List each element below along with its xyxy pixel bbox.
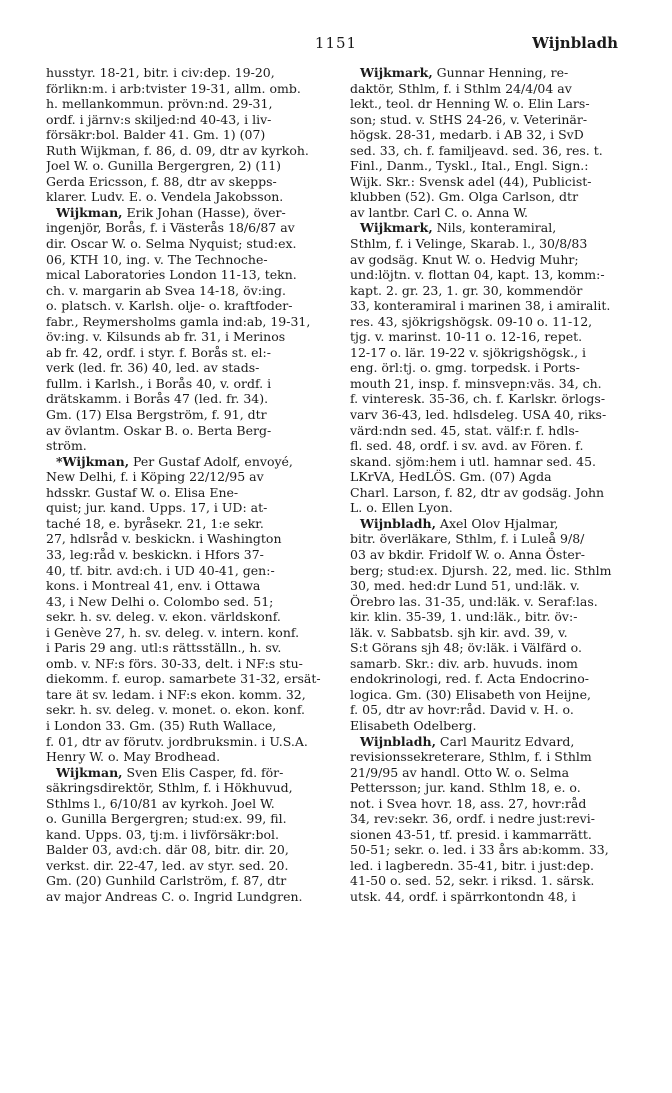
entry-text-line: LKrVA, HedLÖS. Gm. (07) Agda: [350, 469, 552, 485]
running-head: Wijnbladh: [532, 34, 618, 52]
entry-text-line: lekt., teol. dr Henning W. o. Elin Lars-: [350, 96, 590, 112]
entry-text-line: New Delhi, f. i Köping 22/12/95 av: [46, 469, 264, 485]
entry-text-line: Finl., Danm., Tyskl., Ital., Engl. Sign.:: [350, 158, 589, 174]
entry-text-line: försäkr:bol. Balder 41. Gm. 1) (07): [46, 127, 266, 143]
entry-heading-line: Wijkmark, Gunnar Henning, re-: [360, 65, 569, 80]
entry-text-line: 12-17 o. lär. 19-22 v. sjökrigshögsk., i: [350, 344, 587, 360]
entry-text-line: 50-51; sekr. o. led. i 33 års ab:komm. 33,: [350, 842, 609, 858]
entry-text-line: dir. Oscar W. o. Selma Nyquist; stud:ex.: [46, 236, 297, 252]
entry-text-line: Elisabeth Odelberg.: [350, 717, 477, 733]
entry-text-line: fullm. i Karlsh., i Borås 40, v. ordf. i: [46, 375, 272, 391]
entry-text-line: värd:ndn sed. 45, stat. välf:r. f. hdls-: [350, 422, 579, 438]
entry-text-line: 27, hdlsråd v. beskickn. i Washington: [46, 531, 282, 547]
entry-text-line: förlikn:m. i arb:tvister 19-31, allm. omb.: [46, 80, 301, 96]
entry-text-line: 33, konteramiral i marinen 38, i amiralit.: [350, 298, 611, 314]
entry-text-line: taché 18, e. byråsekr. 21, 1:e sekr.: [46, 515, 264, 531]
entry-text-line: i Paris 29 ang. utl:s rättsställn., h. sv.: [46, 640, 282, 656]
entry-text-line: berg; stud:ex. Djursh. 22, med. lic. Sthlm: [350, 562, 612, 578]
entry-heading-line: Wijkmark, Nils, konteramiral,: [360, 220, 557, 236]
entry-heading-line: Wijnbladh, Axel Olov Hjalmar,: [360, 515, 559, 531]
entry-text-line: 21/9/95 av handl. Otto W. o. Selma: [350, 764, 570, 780]
entry-text-line: utsk. 44, ordf. i spärrkontondn 48, i: [350, 888, 576, 904]
entry-text-line: kand. Upps. 03, tj:m. i livförsäkr:bol.: [46, 826, 279, 842]
entry-text-line: h. mellankommun. prövn:nd. 29-31,: [46, 96, 273, 112]
entry-text-line: 03 av bkdir. Fridolf W. o. Anna Öster-: [350, 546, 585, 562]
entry-text-line: 43, i New Delhi o. Colombo sed. 51;: [46, 593, 274, 609]
entry-text-line: 33, leg:råd v. beskickn. i Hfors 37-: [46, 546, 264, 562]
entry-text-line: revisionssekreterare, Sthlm, f. i Sthlm: [350, 749, 592, 765]
entry-text-line: quist; jur. kand. Upps. 17, i UD: at-: [46, 500, 268, 516]
entry-text-line: Joel W. o. Gunilla Bergergren, 2) (11): [46, 158, 282, 174]
entry-text-line: ingenjör, Borås, f. i Västerås 18/6/87 av: [46, 220, 295, 236]
entry-text-line: av lantbr. Carl C. o. Anna W.: [350, 204, 529, 220]
entry-text-line: verk (led. fr. 36) 40, led. av stads-: [46, 360, 260, 376]
entry-text-line: f. vinteresk. 35-36, ch. f. Karlskr. örlogs-: [350, 391, 606, 407]
entry-text-line: f. 01, dtr av förutv. jordbruksmin. i U.S.A.: [46, 733, 308, 749]
entry-text-line: Henry W. o. May Brodhead.: [46, 749, 221, 765]
entry-text-line: kir. klin. 35-39, 1. und:läk., bitr. öv:-: [350, 609, 578, 625]
left-column: [46, 65, 336, 905]
entry-heading-line: Wijkman, Erik Johan (Hasse), över-: [56, 204, 286, 220]
entry-text-line: ch. v. margarin ab Svea 14-18, öv:ing.: [46, 282, 286, 298]
entry-text-line: hdsskr. Gustaf W. o. Elisa Ene-: [46, 484, 239, 500]
entry-text-line: av major Andreas C. o. Ingrid Lundgren.: [46, 888, 303, 904]
entry-text-line: bitr. överläkare, Sthlm, f. i Luleå 9/8/: [350, 531, 585, 547]
entry-heading-line: Wijkman, Sven Elis Casper, fd. för-: [56, 764, 284, 780]
entry-text-line: klarer. Ludv. E. o. Vendela Jakobsson.: [46, 189, 284, 205]
entry-text-line: Gerda Ericsson, f. 88, dtr av skepps-: [46, 173, 277, 189]
entry-text-line: sekr. h. sv. deleg. v. monet. o. ekon. konf.: [46, 702, 305, 718]
entry-text-line: tjg. v. marinst. 10-11 o. 12-16, repet.: [350, 329, 583, 345]
entry-text-line: son; stud. v. StHS 24-26, v. Veterinär-: [350, 111, 588, 127]
entry-text-line: diekomm. f. europ. samarbete 31-32, ersät-: [46, 671, 321, 687]
entry-text-line: Gm. (20) Gunhild Carlström, f. 87, dtr: [46, 873, 287, 889]
entry-text-line: Gm. (17) Elsa Bergström, f. 91, dtr: [46, 407, 267, 423]
right-column: [350, 65, 640, 905]
entry-text-line: Sthlm, f. i Velinge, Skarab. l., 30/8/83: [350, 236, 588, 252]
entry-text-line: fabr., Reymersholms gamla ind:ab, 19-31,: [46, 313, 311, 329]
page-number: 1151: [314, 34, 358, 52]
entry-text-line: av godsäg. Knut W. o. Hedvig Muhr;: [350, 251, 579, 267]
entry-text-line: kons. i Montreal 41, env. i Ottawa: [46, 578, 261, 594]
entry-text-line: sed. 33, ch. f. familjeavd. sed. 36, res. t.: [350, 142, 603, 158]
entry-text-line: daktör, Sthlm, f. i Sthlm 24/4/04 av: [350, 80, 572, 96]
entry-text-line: varv 36-43, led. hdlsdeleg. USA 40, riks-: [350, 407, 607, 423]
entry-text-line: f. 05, dtr av hovr:råd. David v. H. o.: [350, 702, 574, 718]
entry-text-line: Wijk. Skr.: Svensk adel (44), Publicist-: [350, 173, 592, 189]
entry-text-line: 41-50 o. sed. 52, sekr. i riksd. 1. särsk.: [350, 873, 595, 889]
entry-text-line: 06, KTH 10, ing. v. The Technoche-: [46, 251, 268, 267]
entry-text-line: drätskamm. i Borås 47 (led. fr. 34).: [46, 391, 269, 407]
entry-text-line: högsk. 28-31, medarb. i AB 32, i SvD: [350, 127, 584, 143]
entry-text-line: res. 43, sjökrigshögsk. 09-10 o. 11-12,: [350, 313, 593, 329]
entry-text-line: läk. v. Sabbatsb. sjh kir. avd. 39, v.: [350, 624, 568, 640]
entry-text-line: säkringsdirektör, Sthlm, f. i Hökhuvud,: [46, 780, 293, 796]
entry-text-line: verkst. dir. 22-47, led. av styr. sed. 20.: [46, 857, 289, 873]
entry-text-line: logica. Gm. (30) Elisabeth von Heijne,: [350, 686, 591, 702]
entry-text-line: 30, med. hed:dr Lund 51, und:läk. v.: [350, 578, 580, 594]
entry-text-line: ab fr. 42, ordf. i styr. f. Borås st. el:-: [46, 344, 271, 360]
entry-text-line: mical Laboratories London 11-13, tekn.: [46, 267, 297, 283]
entry-text-line: ordf. i järnv:s skiljed:nd 40-43, i liv-: [46, 111, 272, 127]
entry-text-line: sekr. h. sv. deleg. v. ekon. världskonf.: [46, 609, 281, 625]
entry-text-line: S:t Görans sjh 48; öv:läk. i Välfärd o.: [350, 640, 582, 656]
entry-text-line: öv:ing. v. Kilsunds ab fr. 31, i Merinos: [46, 329, 286, 345]
entry-text-line: av övlantm. Oskar B. o. Berta Berg-: [46, 422, 272, 438]
entry-text-line: i Genève 27, h. sv. deleg. v. intern. konf.: [46, 624, 300, 640]
entry-text-line: Charl. Larson, f. 82, dtr av godsäg. John: [350, 484, 605, 500]
entry-text-line: o. Gunilla Bergergren; stud:ex. 99, fil.: [46, 811, 287, 827]
entry-text-line: ström.: [46, 438, 87, 454]
entry-text-line: samarb. Skr.: div. arb. huvuds. inom: [350, 655, 578, 671]
entry-text-line: omb. v. NF:s förs. 30-33, delt. i NF:s stu-: [46, 655, 303, 671]
entry-text-line: Pettersson; jur. kand. Sthlm 18, e. o.: [350, 780, 581, 796]
entry-text-line: o. platsch. v. Karlsh. olje- o. kraftfoder-: [46, 298, 293, 314]
entry-text-line: kapt. 2. gr. 23, 1. gr. 30, kommendör: [350, 282, 583, 298]
entry-text-line: L. o. Ellen Lyon.: [350, 500, 453, 516]
entry-text-line: led. i lagberedn. 35-41, bitr. i just:dep.: [350, 857, 595, 873]
entry-text-line: not. i Svea hovr. 18, ass. 27, hovr:råd: [350, 795, 587, 811]
entry-text-line: endokrinologi, red. f. Acta Endocrino-: [350, 671, 589, 687]
entry-heading-line: Wijnbladh, Carl Mauritz Edvard,: [360, 733, 575, 749]
entry-text-line: sionen 43-51, tf. presid. i kammarrätt.: [350, 826, 592, 842]
entry-text-line: und:löjtn. v. flottan 04, kapt. 13, komm:-: [350, 267, 605, 283]
entry-text-line: skand. sjöm:hem i utl. hamnar sed. 45.: [350, 453, 597, 469]
entry-text-line: mouth 21, insp. f. minsvepn:väs. 34, ch.: [350, 375, 602, 391]
entry-text-line: Sthlms l., 6/10/81 av kyrkoh. Joel W.: [46, 795, 275, 811]
entry-heading-line: *Wijkman, Per Gustaf Adolf, envoyé,: [56, 453, 293, 469]
entry-text-line: 40, tf. bitr. avd:ch. i UD 40-41, gen:-: [46, 562, 275, 578]
entry-text-line: Örebro las. 31-35, und:läk. v. Seraf:las.: [350, 593, 598, 609]
entry-text-line: Balder 03, avd:ch. där 08, bitr. dir. 20,: [46, 842, 289, 858]
entry-text-line: husstyr. 18-21, bitr. i civ:dep. 19-20,: [46, 65, 275, 80]
entry-text-line: eng. örl:tj. o. gmg. torpedsk. i Ports-: [350, 360, 580, 376]
entry-text-line: fl. sed. 48, ordf. i sv. avd. av Fören. f.: [350, 438, 584, 454]
entry-text-line: 34, rev:sekr. 36, ordf. i nedre just:revi-: [350, 811, 595, 827]
entry-text-line: tare ät sv. ledam. i NF:s ekon. komm. 32,: [46, 686, 306, 702]
entry-text-line: Ruth Wijkman, f. 86, d. 09, dtr av kyrkoh.: [46, 142, 309, 158]
entry-text-line: klubben (52). Gm. Olga Carlson, dtr: [350, 189, 579, 205]
entry-text-line: i London 33. Gm. (35) Ruth Wallace,: [46, 717, 277, 733]
